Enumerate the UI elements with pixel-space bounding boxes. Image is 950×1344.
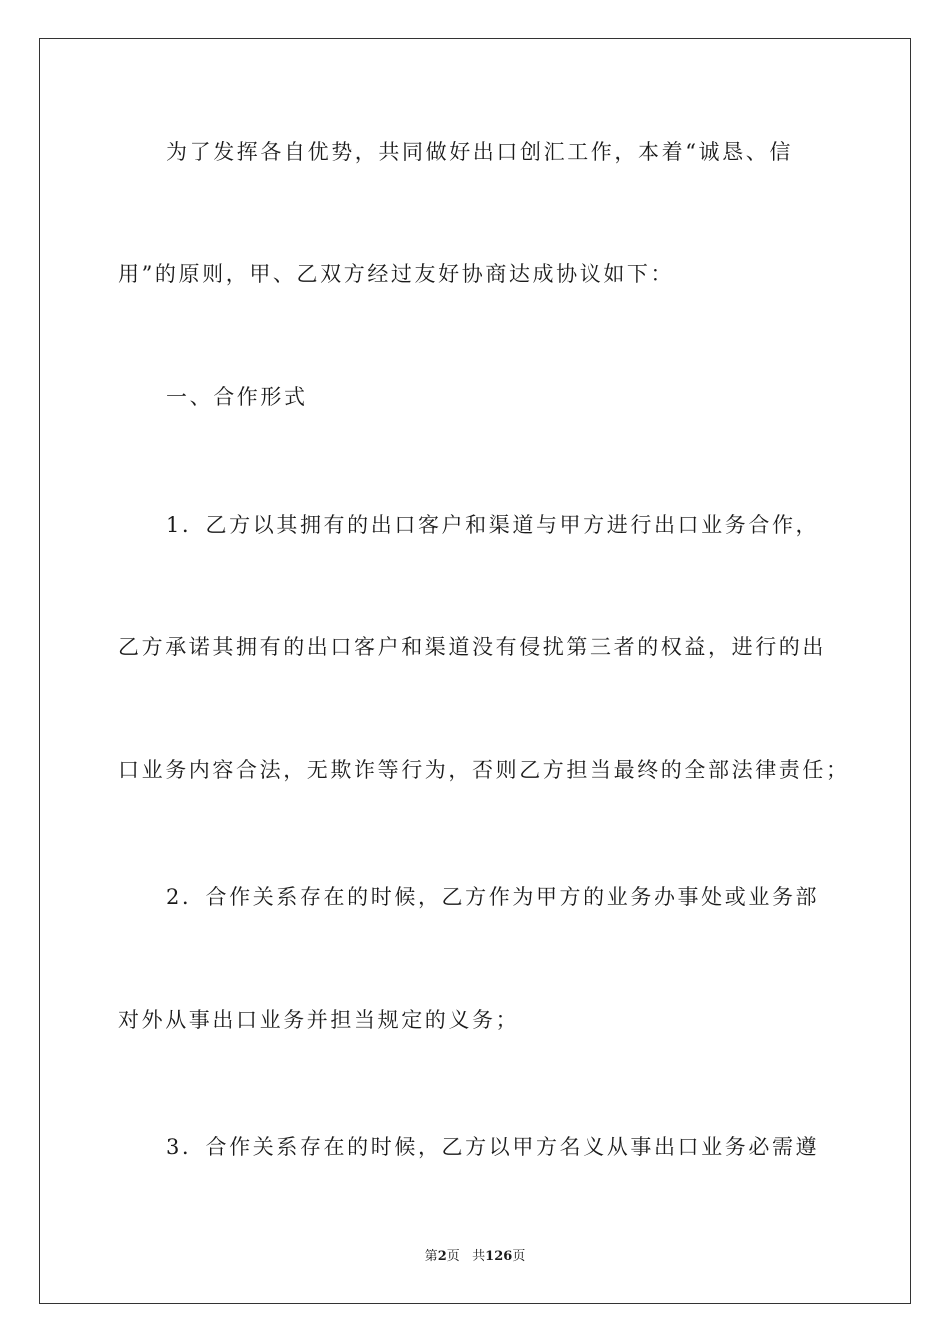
- paragraph-line-8: 对外从事出口业务并担当规定的义务；: [118, 1008, 520, 1032]
- paragraph-line-7: 2．合作关系存在的时候，乙方作为甲方的业务办事处或业务部: [166, 885, 820, 909]
- total-prefix: 共: [472, 1249, 486, 1264]
- total-pages: 126: [485, 1249, 513, 1264]
- paragraph-line-4: 1．乙方以其拥有的出口客户和渠道与甲方进行出口业务合作，: [166, 513, 820, 537]
- paragraph-line-9: 3．合作关系存在的时候，乙方以甲方名义从事出口业务必需遵: [166, 1135, 820, 1159]
- total-suffix: 页: [512, 1249, 526, 1264]
- section-heading: 一、合作形式: [166, 385, 308, 409]
- paragraph-line-2: 用”的原则，甲、乙双方经过友好协商达成协议如下：: [118, 262, 675, 286]
- paragraph-line-6: 口业务内容合法，无欺诈等行为，否则乙方担当最终的全部法律责任；: [118, 758, 850, 782]
- page-footer: [0, 1248, 950, 1266]
- paragraph-line-5: 乙方承诺其拥有的出口客户和渠道没有侵扰第三者的权益，进行的出: [118, 635, 826, 659]
- page-suffix: 页: [446, 1249, 460, 1264]
- page-number: 2: [437, 1249, 447, 1264]
- page-border: [39, 38, 911, 1304]
- page-prefix: 第: [424, 1249, 438, 1264]
- paragraph-line-1: 为了发挥各自优势，共同做好出口创汇工作，本着“诚恳、信: [166, 140, 793, 164]
